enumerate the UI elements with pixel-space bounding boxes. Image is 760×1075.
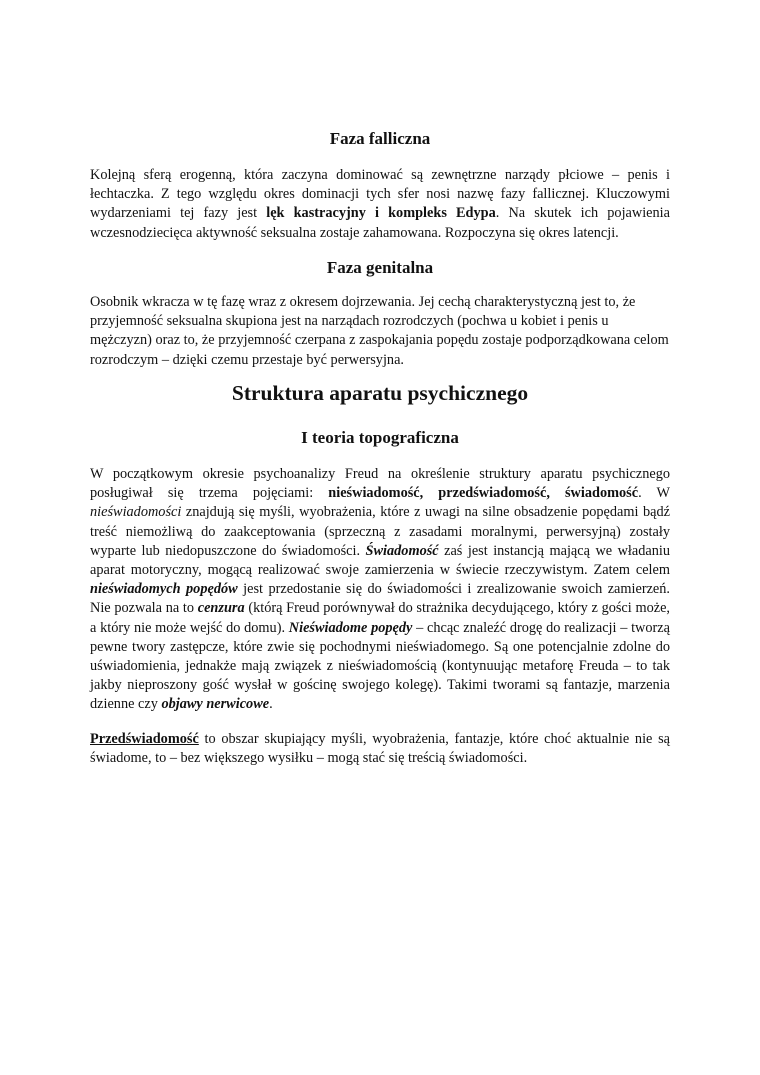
text-run: . <box>269 696 273 713</box>
text-run: . Na skutek ich pojawienia wczesnodziecięca aktywność seksualna zostaje zahamowana. Rozpoczyna się okres latencji. <box>90 205 670 241</box>
text-run: to obszar skupiający myśli, wyobrażenia, fantazje, które choć aktualnie nie są świadome, to – bez większego wysiłku – mogą stać się treścią świadomości. <box>90 731 670 767</box>
bold-italic-term: Nieświadome popędy <box>288 619 413 636</box>
text-run: jest przedostanie się do świadomości i zrealizowanie swoich zamierzeń. Nie pozwala na to <box>90 581 670 617</box>
text-run: Kolejną sferą erogenną, która zaczyna dominować są zewnętrzne narządy płciowe – penis i łechtaczka. Z tego względu okres dominacji tych sfer nosi nazwę fazy fallicznej. Kluczowymi wydarzeniami tej fazy jest <box>90 167 670 222</box>
text-run: zaś jest instancją mającą we władaniu aparat motoryczny, mogącą realizować swoje zamierzenia w świecie rzeczywistym. Zatem celem <box>90 542 670 579</box>
paragraph-faza-falliczna <box>90 166 670 243</box>
paragraph-przedswiadomosc <box>90 730 670 768</box>
heading-teoria-topograficzna: I teoria topograficzna <box>301 428 459 447</box>
paragraph-teoria-topograficzna <box>90 465 670 715</box>
bold-term: nieświadomość, przedświadomość, świadomość <box>328 485 639 502</box>
heading-faza-genitalna: Faza genitalna <box>326 258 434 277</box>
heading-struktura: Struktura aparatu psychicznego <box>231 381 529 405</box>
text-run: znajdują się myśli, wyobrażenia, które z uwagi na silne obsadzenie popędami bądź treść niemożliwą do zaakceptowania (sprzeczną z zasadami moralnymi, perwersyjną) zostały wyparte lub niedopuszczone do świadomości. <box>90 504 670 559</box>
heading-faza-falliczna: Faza falliczna <box>329 129 431 148</box>
bold-italic-term: Świadomość <box>365 542 439 559</box>
bold-underlined-term: Przedświadomość <box>90 731 199 747</box>
bold-italic-term: objawy nerwicowe <box>161 696 270 713</box>
text-run: – chcąc znaleźć drogę do realizacji – tworzą pewne twory zastępcze, które zwie się pochodnymi nieświadomego. Są one potencjalnie zdolne do uświadomienia, jednakże mają związek z nieświadomością (kontynuując metaforę Freuda – to tak jakby nieproszony gość wysłał w gościnę swojego kolegę). Takimi tworami są fantazje, marzenia dzienne czy <box>90 619 670 713</box>
text-run: . W <box>638 485 670 502</box>
bold-italic-term: cenzura <box>197 600 245 617</box>
text-run: W początkowym okresie psychoanalizy Freud na określenie struktury aparatu psychicznego posługiwał się trzema pojęciami: <box>90 466 670 502</box>
text-run: (którą Freud porównywał do strażnika decydującego, który z gości może, a który nie może wejść do domu). <box>90 600 670 636</box>
bold-italic-term: nieświadomych popędów <box>90 581 238 598</box>
italic-term: nieświadomości <box>90 504 182 521</box>
paragraph-faza-genitalna: Osobnik wkracza w tę fazę wraz z okresem dojrzewania. Jej cechą charakterystyczną jest to, że przyjemność seksualna skupiona jest na narządach rozrodczych (pochwa u kobiet i penis u mężczyzn) oraz to, że przyjemność czerpana z zaspokajania popędu zostaje podporządkowana celom rozrodczym – dzięki czemu przestaje być perwersyjna. <box>90 294 669 368</box>
bold-term: lęk kastracyjny i kompleks Edypa <box>266 205 496 222</box>
